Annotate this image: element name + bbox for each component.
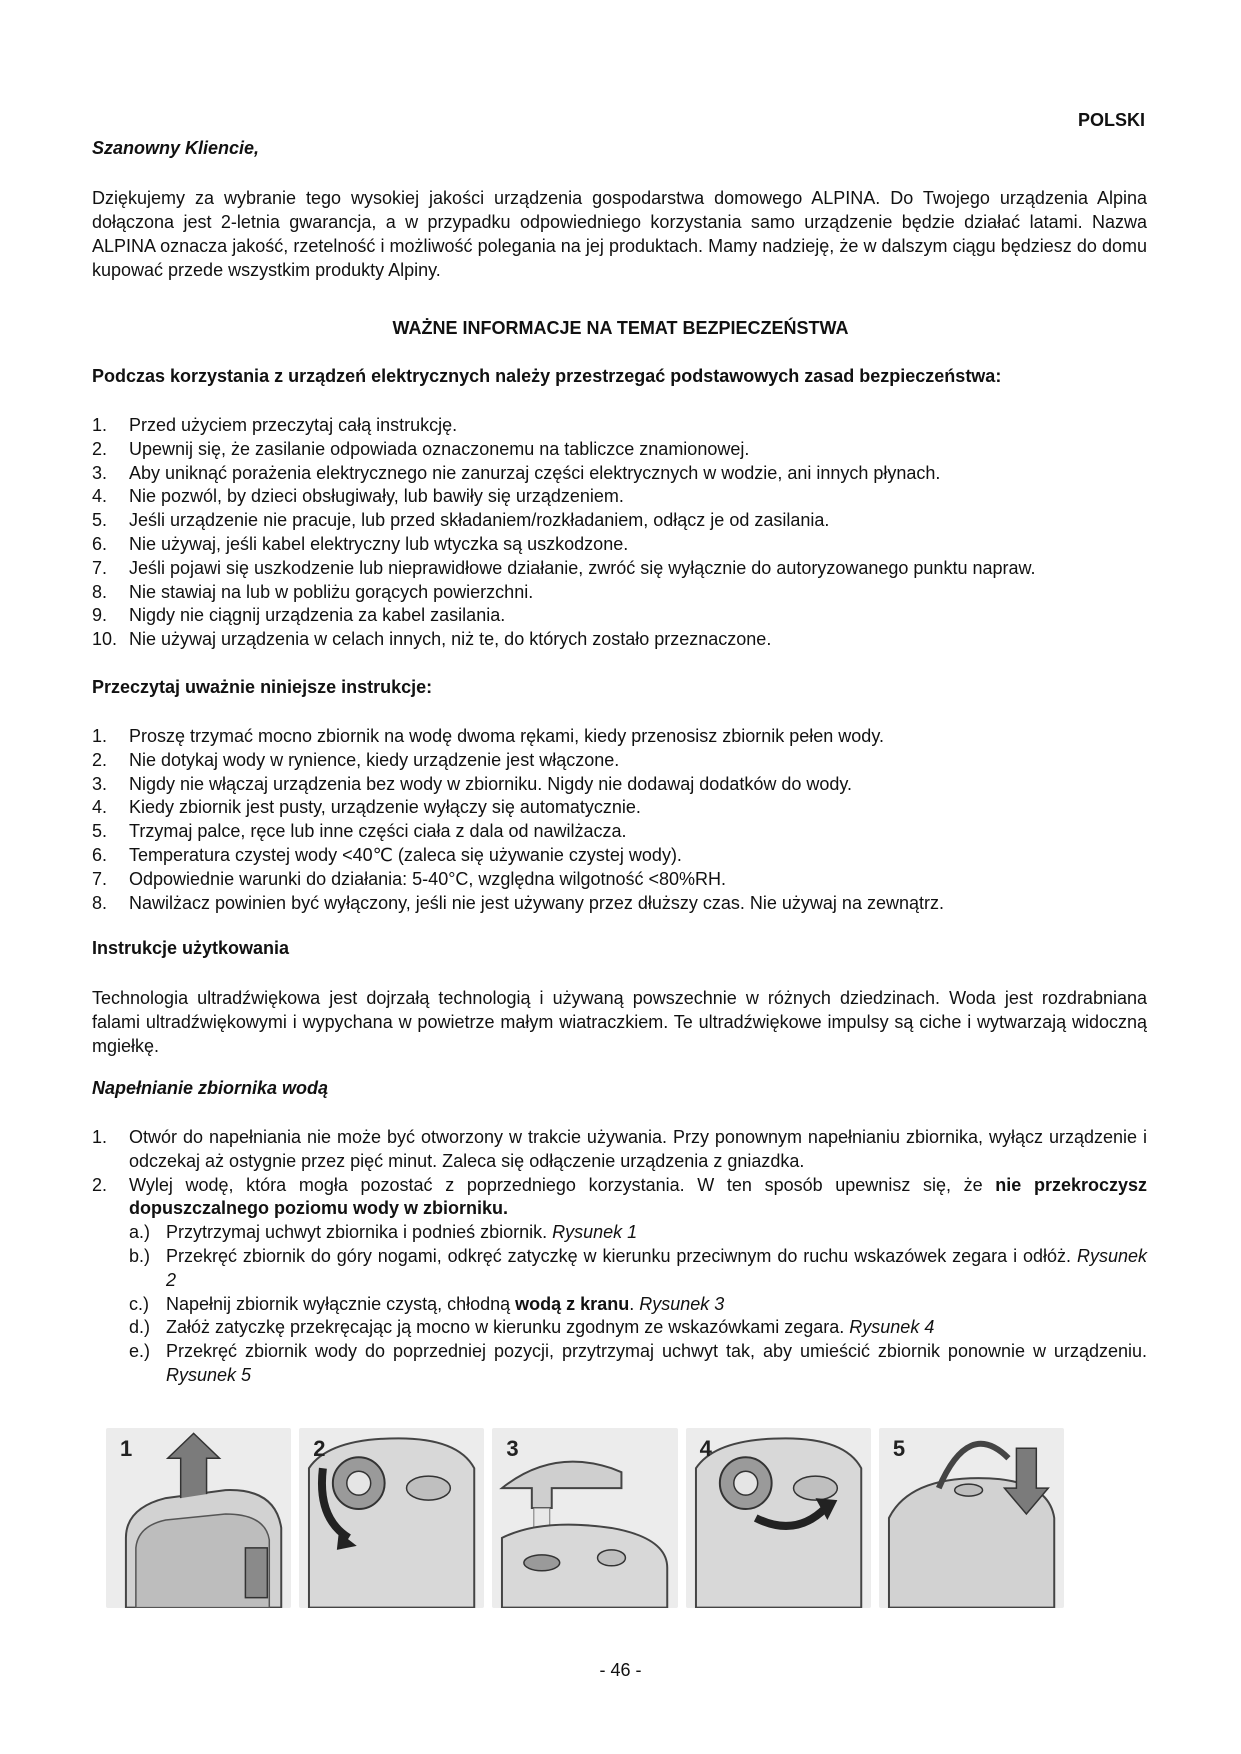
list-item: 10. Nie używaj urządzenia w celach innych, niż te, do których zostało przeznaczone. [92, 629, 772, 650]
list-item: 5. Jeśli urządzenie nie pracuje, lub przed składaniem/rozkładaniem, odłącz je od zasilania. [92, 510, 830, 531]
sub-item: d.) Załóż zatyczkę przekręcając ją mocno w kierunku zgodnym ze wskazówkami zegara. Rysunek 4 [129, 1317, 935, 1338]
figure-2: 2 [299, 1428, 484, 1608]
list-item: 9. Nigdy nie ciągnij urządzenia za kabel zasilania. [92, 605, 506, 626]
list-item: 2. Nie dotykaj wody w rynience, kiedy urządzenie jest włączone. [92, 749, 620, 770]
usage-title: Instrukcje użytkowania [92, 938, 290, 958]
list-item: 4. Kiedy zbiornik jest pusty, urządzenie wyłączy się automatycznie. [92, 797, 641, 818]
figure-1: 1 [106, 1428, 291, 1608]
instructions-title: Przeczytaj uważnie niniejsze instrukcje: [92, 677, 433, 697]
list-item: 6. Temperatura czystej wody <40℃ (zaleca się używanie czystej wody). [92, 844, 682, 865]
sub-item: c.) Napełnij zbiornik wyłącznie czystą, chłodną wodą z kranu. Rysunek 3 [129, 1293, 725, 1314]
intro-paragraph: Dziękujemy za wybranie tego wysokiej jakości urządzenia gospodarstwa domowego ALPINA. Do Twojego urządzenia Alpina dołączona jest 2-letnia gwarancja, a w przypadku odpowiedniego korzystania samo urządzenie będzie działać latami. Nazwa ALPINA oznacza jakość, rzetelność i możliwość polegania na jej produktach. Mamy nadzieję, że w dalszym ciągu będziesz do domu kupować przede wszystkim produkty Alpiny. [92, 188, 1147, 280]
figure-5: 5 [879, 1428, 1064, 1608]
filling-title: Napełnianie zbiornika wodą [92, 1078, 329, 1098]
list-item: 4. Nie pozwól, by dzieci obsługiwały, lub bawiły się urządzeniem. [92, 486, 624, 507]
sub-item: b.) Przekręć zbiornik do góry nogami, odkręć zatyczkę w kierunku przeciwnym do ruchu wskazówek zegara i odłóż. Rysunek 2 [129, 1245, 1147, 1290]
lift-tank-illustration [106, 1428, 291, 1608]
greeting: Szanowny Kliencie, [92, 138, 260, 158]
list-item: 1. Przed użyciem przeczytaj całą instrukcję. [92, 415, 458, 435]
filling-list [92, 1126, 1147, 1388]
list-item: 1. Otwór do napełniania nie może być otworzony w trakcie używania. Przy ponownym napełnianiu zbiornika, wyłącz urządzenie i odczekaj aż ostygnie przez pięć minut. Zaleca się odłączenie urządzenia z gniazdka. [92, 1127, 1147, 1171]
figure-ref: Rysunek 2 [166, 1245, 1147, 1290]
safety-title: WAŻNE INFORMACJE NA TEMAT BEZPIECZEŃSTWA [392, 318, 849, 338]
list-item: 5. Trzymaj palce, ręce lub inne części ciała z dala od nawilżacza. [92, 821, 627, 842]
list-item: 1. Proszę trzymać mocno zbiornik na wodę dwoma rękami, kiedy przenosisz zbiornik pełen wody. [92, 726, 884, 746]
fill-tap-illustration [492, 1428, 677, 1608]
list-item: 3. Aby uniknąć porażenia elektrycznego nie zanurzaj części elektrycznych w wodzie, ani innych płynach. [92, 462, 941, 483]
figure-strip [106, 1428, 1064, 1608]
filling-sublist [129, 1221, 1147, 1388]
list-item: 7. Odpowiednie warunki do działania: 5-40°C, względna wilgotność <80%RH. [92, 868, 727, 889]
screw-cap-illustration [686, 1428, 871, 1608]
list-item: 8. Nawilżacz powinien być wyłączony, jeśli nie jest używany przez dłuższy czas. Nie używaj na zewnątrz. [92, 892, 944, 913]
figure-ref: Rysunek 4 [849, 1317, 935, 1338]
list-item: 2. Wylej wodę, która mogła pozostać z poprzedniego korzystania. W ten sposób upewnisz się, że nie przekroczysz dopuszczalnego poziomu wody w zbiorniku. a.) Przytrzymaj uchwyt zbiornika i podnieś zbiornik. Rysunek 1 b.) Przekręć zbiornik do góry nogami, odkręć zatyczkę w kierunku przeciwnym do ruchu wskazówek zegara i odłóż. Rysunek 2 c.) Napełnij zbiornik wyłącznie czystą, chłodną wodą z kranu. Rysunek 3 d.) Załóż zatyczkę przekręcając ją mocno w kierunku zgodnym ze wskazówkami zegara. Rysunek 4 e.) Przekręć zbiornik wody do poprzedniej pozycji, przytrzymaj uchwyt tak, aby umieścić zbiornik ponownie w urządzeniu. Rysunek 5 [92, 1174, 1147, 1388]
safety-subtitle: Podczas korzystania z urządzeń elektrycznych należy przestrzegać podstawowych zasad bezpieczeństwa: [92, 366, 1002, 386]
page-number: - 46 - [599, 1660, 642, 1680]
list-item: 6. Nie używaj, jeśli kabel elektryczny lub wtyczka są uszkodzone. [92, 533, 629, 554]
figure-ref: Rysunek 1 [552, 1222, 638, 1243]
figure-ref: Rysunek 3 [639, 1293, 725, 1314]
instructions-list [92, 725, 1147, 915]
figure-ref: Rysunek 5 [166, 1364, 252, 1385]
safety-list [92, 414, 1147, 652]
figure-4: 4 [686, 1428, 871, 1608]
language-label: POLSKI [1077, 110, 1145, 130]
reinsert-tank-illustration [879, 1428, 1064, 1608]
usage-paragraph: Technologia ultradźwiękowa jest dojrzałą technologią i używaną powszechnie w różnych dziedzinach. Woda jest rozdrabniana falami ultradźwiękowymi i wypychana w powietrze małym wiatraczkiem. Te ultradźwiękowe impulsy są ciche i wytwarzają widoczną mgiełkę. [92, 988, 1147, 1056]
sub-item: a.) Przytrzymaj uchwyt zbiornika i podnieś zbiornik. Rysunek 1 [129, 1222, 638, 1243]
sub-item: e.) Przekręć zbiornik wody do poprzedniej pozycji, przytrzymaj uchwyt tak, aby umieścić zbiornik ponownie w urządzeniu. Rysunek 5 [129, 1341, 1147, 1385]
list-item: 7. Jeśli pojawi się uszkodzenie lub nieprawidłowe działanie, zwróć się wyłącznie do autoryzowanego punktu napraw. [92, 557, 1036, 578]
list-item: 8. Nie stawiaj na lub w pobliżu gorących powierzchni. [92, 581, 534, 602]
figure-3: 3 [492, 1428, 677, 1608]
unscrew-cap-illustration [299, 1428, 484, 1608]
list-item: 3. Nigdy nie włączaj urządzenia bez wody w zbiorniku. Nigdy nie dodawaj dodatków do wody. [92, 773, 853, 794]
list-item: 2. Upewnij się, że zasilanie odpowiada oznaczonemu na tabliczce znamionowej. [92, 438, 750, 459]
